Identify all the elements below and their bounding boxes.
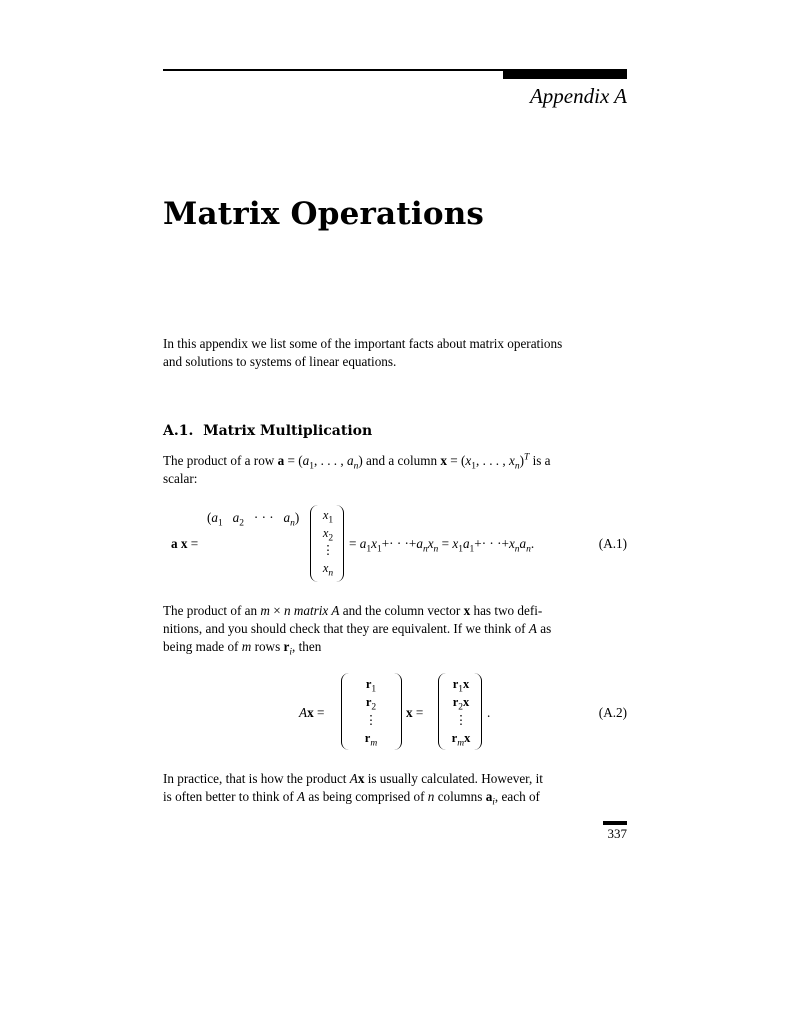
para2-text-3b: rows xyxy=(251,639,284,654)
eq1-left-paren xyxy=(310,505,318,582)
chapter-title: Matrix Operations xyxy=(163,196,485,232)
para2-text-1c: and the column vector xyxy=(339,603,464,618)
section-number: A.1. xyxy=(163,423,194,439)
para2-text-1b: matrix xyxy=(290,603,332,618)
appendix-label: Appendix A xyxy=(529,84,627,108)
eq2-mid: x = xyxy=(406,705,424,720)
para3-text-2d: , each of xyxy=(494,789,540,804)
eq1-right-paren xyxy=(336,505,344,582)
footer-rule xyxy=(603,821,627,825)
eq2-period: . xyxy=(487,705,491,720)
para2-text-2a: nitions, and you should check that they are equivalent. If we think of xyxy=(163,621,529,636)
para1-line-2: scalar: xyxy=(163,471,198,486)
para3-text-2a: is often better to think of xyxy=(163,789,298,804)
intro-line-2: and solutions to systems of linear equations. xyxy=(163,354,397,369)
para3-text-2b: as being comprised of xyxy=(305,789,428,804)
para2-text-3a: being made of xyxy=(163,639,242,654)
eq2-left-paren-1 xyxy=(341,673,349,750)
eq1-lhs: a x = xyxy=(171,536,199,551)
eq2-row-stack: $r_1$ $r_2$ ⋮ $r_m$ xyxy=(364,677,378,749)
section-heading xyxy=(163,423,372,439)
para1-text-3: is a xyxy=(529,453,551,468)
para2-text-3c: , then xyxy=(292,639,322,654)
eq1-number: (A.1) xyxy=(598,536,627,551)
para3-text-1a: In practice, that is how the product xyxy=(163,771,350,786)
para3-text-1b: is usually calculated. However, it xyxy=(364,771,543,786)
eq2-lhs: Ax = xyxy=(299,705,325,720)
eq2-right-paren-2 xyxy=(474,673,482,750)
eq2-product-stack: $r_1x$ $r_2x$ ⋮ $r_mx$ xyxy=(451,677,471,749)
para1-text-1: The product of a row xyxy=(163,453,278,468)
para2-text-1a: The product of an xyxy=(163,603,261,618)
page-number: 337 xyxy=(607,826,627,841)
paragraph-matrix-definition: The product of an m × n matrix A and the column vector x has two defi- nitions, and you should check that they are equivalent. If we think of A as being made of m rows $r_i$, then xyxy=(163,603,552,658)
intro-line-1: In this appendix we list some of the important facts about matrix operations xyxy=(163,336,563,351)
section-title: Matrix Multiplication xyxy=(203,423,373,439)
eq1-row-vector: ($a_1$ $a_2$ · · · $a_n$) xyxy=(207,510,300,529)
eq1-column-vector: $x_1$ $x_2$ ⋮ $x_n$ xyxy=(321,508,335,578)
eq1-rhs: = $a_1x_1+\cdot \cdot \cdot+a_nx_n = x_1a_1+\cdot \cdot \cdot+x_na_n$. xyxy=(349,536,535,555)
eq2-right-paren-1 xyxy=(394,673,402,750)
intro-paragraph xyxy=(163,335,627,371)
para2-text-2b: as xyxy=(536,621,552,636)
eq2-number: (A.2) xyxy=(598,705,627,720)
para2-text-1d: has two defi- xyxy=(470,603,543,618)
para1-text-2: and a column xyxy=(362,453,441,468)
para3-text-2c: columns xyxy=(434,789,486,804)
paragraph-practice: In practice, that is how the product Ax is usually calculated. However, it is often better to think of A as being comprised of n columns $a_i$, each of xyxy=(163,771,543,808)
paragraph-row-column: The product of a row $a = (a_1$, . . . , $a_n$) and a column $x = (x_1$, . . . , $x_n)^T$ is a scalar: xyxy=(163,452,551,486)
header-rule-thick xyxy=(503,69,627,79)
